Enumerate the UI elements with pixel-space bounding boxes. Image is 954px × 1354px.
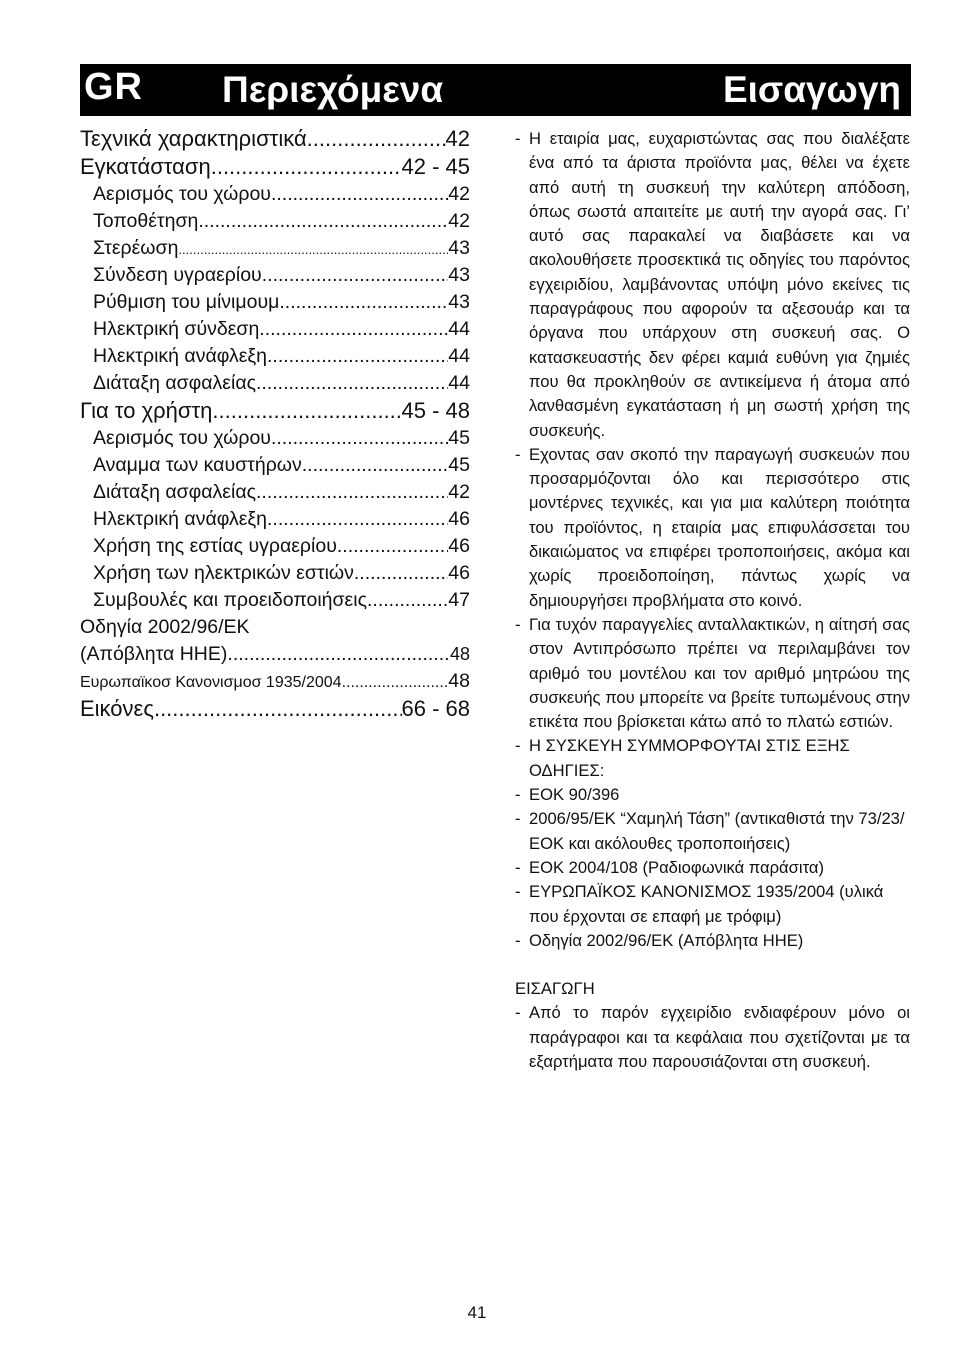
toc-subentry[interactable]: Αερισμός του χώρου ..... 45 — [80, 425, 470, 452]
toc-subentry[interactable]: Ρύθμιση του μίνιμουμ ..... 43 — [80, 289, 470, 316]
toc-subentry[interactable]: Στερέωση ..... 43 — [80, 235, 470, 262]
toc-subentry[interactable]: Αναμμα των καυστήρων ..... 45 — [80, 452, 470, 479]
toc-subentry[interactable]: Διάταξη ασφαλείας ..... 42 — [80, 479, 470, 506]
intro-paragraph: - Για τυχόν παραγγελίες ανταλλακτικών, η αίτησή σας στον Αντιπρόσωπο πρέπει να περιλαμβάνει τον αριθμό του μοντέλου και τον αριθμό μητρώου της συσκευής που μπορείτε να βρείτε τυπωμένους στην ετικέτα που βρίσκεται κάτω από το πλατώ εστιών. — [515, 614, 910, 732]
toc-entry-figures[interactable]: Εικόνες ..... 66 - 68 — [80, 695, 470, 723]
toc-entry-installation[interactable]: Εγκατάσταση ..... 42 - 45 — [80, 153, 470, 181]
toc-entry-technical[interactable]: Τεχνικά χαρακτηριστικά ..... 42 — [80, 125, 470, 153]
introduction-text — [515, 127, 910, 1074]
language-code: GR — [84, 66, 143, 108]
toc-subentry[interactable]: Ηλεκτρική ανάφλεξη ..... 44 — [80, 343, 470, 370]
intro-paragraph: - Εχοντας σαν σκοπό την παραγωγή συσκευών που προσαρμόζονται όλο και περισσότερο στις μοντέρνες τεχνικές, και για μια καλύτερη ποιότητα του προϊόντος, η εταιρία μας επιφυλάσσεται του δικαιώματος να επιφέρει τροποποιήσεις, ακόμα και χωρίς προειδοποίηση, πάντως χωρίς να δημιουργήσει προβλήματα στο κοινό. — [515, 444, 910, 610]
header-bar — [80, 64, 911, 116]
section-heading: ΕΙΣΑΓΩΓΗ — [515, 979, 595, 999]
intro-paragraph: - Η εταιρία μας, ευχαριστώντας σας που διαλέξατε ένα από τα άριστα προϊόντα μας, θέλει να έχετε από αυτή τη συσκευή την καλύτερη απόδοση, όπως σωστά απαιτείτε με αυτή την αγορά σας. Γι’ αυτό σας παρακαλεί να διαβάσετε και να ακολουθήσετε προσεκτικά τις οδηγίες του παρόντος εγχειριδίου, λαμβάνοντας υπόψη μόνο εκείνες τις παραγράφους που αφορούν τα αξεσουάρ και τα όργανα που υπάρχουν στη συσκευή σας. Ο κατασκευαστής δεν φέρει καμιά ευθύνη για ζημιές που θα προκληθούν σε αντικείμενα ή άτομα από λανθασμένη εγκατάσταση ή μη σωστή χρήση της συσκευής. — [515, 129, 910, 440]
toc-entry-weee[interactable]: (Απόβλητα ΗΗΕ) ..... 48 — [80, 641, 470, 668]
page-number: 41 — [467, 1303, 487, 1322]
toc-subentry[interactable]: Ηλεκτρική ανάφλεξη ..... 46 — [80, 506, 470, 533]
intro-paragraph: - ΕΟΚ 90/396 — [515, 785, 620, 805]
intro-paragraph: - ΕΟΚ 2004/108 (Ραδιοφωνικά παράσιτα) — [515, 857, 825, 877]
toc-subentry[interactable]: Διάταξη ασφαλείας ..... 44 — [80, 370, 470, 397]
intro-paragraph: - 2006/95/ΕΚ “Χαμηλή Τάση” (αντικαθιστά την 73/23/ΕΟΚ και ακόλουθες τροποποιήσεις) — [515, 809, 905, 853]
introduction-title: Εισαγωγη — [722, 69, 901, 110]
contents-title: Περιεχόμενα — [222, 69, 444, 110]
toc-subentry[interactable]: Ηλεκτρική σύνδεση ..... 44 — [80, 316, 470, 343]
intro-paragraph: - ΕΥΡΩΠΑΪΚΟΣ ΚΑΝΟΝΙΣΜΟΣ 1935/2004 (υλικά που έρχονται σε επαφή με τρόφιμ) — [515, 882, 884, 926]
toc-subentry[interactable]: Τοποθέτηση ..... 42 — [80, 208, 470, 235]
intro-paragraph: - Η ΣΥΣΚΕΥΗ ΣΥΜΜΟΡΦΟΥΤΑΙ ΣΤΙΣ ΕΞΗΣ ΟΔΗΓΙΕΣ: — [515, 736, 850, 780]
toc-subentry[interactable]: Συμβουλές και προειδοποιήσεις ..... 47 — [80, 587, 470, 614]
toc-entry-user[interactable]: Για το χρήστη ..... 45 - 48 — [80, 397, 470, 425]
intro-paragraph: - Από το παρόν εγχειρίδιο ενδιαφέρουν μόνο οι παράγραφοι και τα κεφάλαια που σχετίζονται με τα εξαρτήματα που παρουσιάζονται στη συσκευή. — [515, 1003, 910, 1071]
intro-paragraph: - Οδηγία 2002/96/ΕΚ (Απόβλητα ΗΗΕ) — [515, 930, 804, 950]
toc-subentry[interactable]: Αερισμός του χώρου ..... 42 — [80, 181, 470, 208]
toc-subentry[interactable]: Σύνδεση υγραερίου ..... 43 — [80, 262, 470, 289]
toc-directive-line: Οδηγία 2002/96/ΕΚ — [80, 616, 250, 638]
table-of-contents — [80, 125, 470, 723]
toc-subentry[interactable]: Χρήση των ηλεκτρικών εστιών ..... 46 — [80, 560, 470, 587]
toc-entry-regulation[interactable]: Ευρωπαϊκοσ Κανονισμοσ 1935/2004 ..... 48 — [80, 668, 470, 695]
toc-subentry[interactable]: Χρήση της εστίας υγραερίου ..... 46 — [80, 533, 470, 560]
